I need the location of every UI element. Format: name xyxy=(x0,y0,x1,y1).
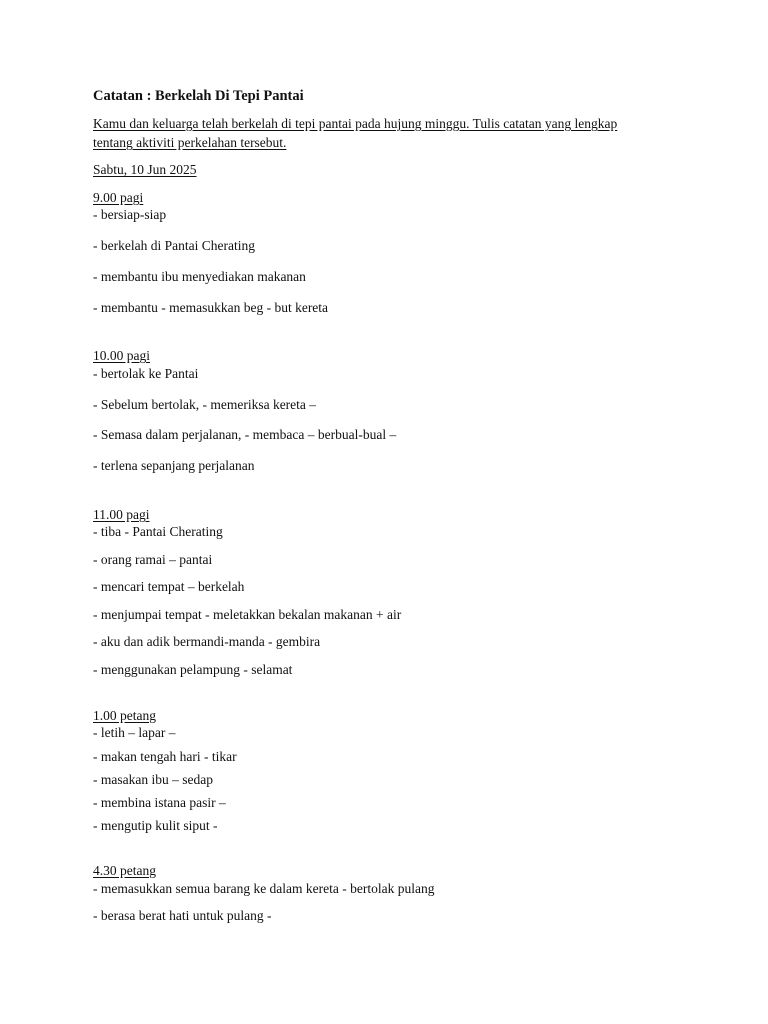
instruction-line-1: Kamu dan keluarga telah berkelah di tepi pantai pada hujung minggu. Tulis catatan yang lengkap xyxy=(93,116,618,131)
list-item: - makan tengah hari - tikar xyxy=(93,749,237,764)
time-heading: 9.00 pagi xyxy=(93,190,144,205)
list-item: - mengutip kulit siput - xyxy=(93,818,218,833)
list-item: - mencari tempat – berkelah xyxy=(93,579,245,594)
list-item: - bersiap-siap xyxy=(93,207,167,222)
instruction-line-2: tentang aktiviti perkelahan tersebut. xyxy=(93,135,287,150)
list-item: - tiba - Pantai Cherating xyxy=(93,524,223,539)
list-item: - menjumpai tempat - meletakkan bekalan makanan + air xyxy=(93,607,402,622)
document-title: Catatan : Berkelah Di Tepi Pantai xyxy=(93,88,304,104)
time-heading: 10.00 pagi xyxy=(93,348,150,363)
list-item: - membina istana pasir – xyxy=(93,795,226,810)
entry-date: Sabtu, 10 Jun 2025 xyxy=(93,162,197,177)
list-item: - aku dan adik bermandi-manda - gembira xyxy=(93,634,321,649)
list-item: - orang ramai – pantai xyxy=(93,552,213,567)
time-heading: 4.30 petang xyxy=(93,863,156,878)
list-item: - bertolak ke Pantai xyxy=(93,366,199,381)
list-item: - berasa berat hati untuk pulang - xyxy=(93,908,272,923)
list-item: - membantu - memasukkan beg - but kereta xyxy=(93,300,329,315)
time-heading: 1.00 petang xyxy=(93,708,156,723)
list-item: - Sebelum bertolak, - memeriksa kereta – xyxy=(93,397,317,412)
list-item: - terlena sepanjang perjalanan xyxy=(93,458,255,473)
time-heading: 11.00 pagi xyxy=(93,507,150,522)
list-item: - memasukkan semua barang ke dalam kereta - bertolak pulang xyxy=(93,881,435,896)
list-item: - Semasa dalam perjalanan, - membaca – berbual-bual – xyxy=(93,427,397,442)
list-item: - menggunakan pelampung - selamat xyxy=(93,662,293,677)
list-item: - letih – lapar – xyxy=(93,725,176,740)
list-item: - masakan ibu – sedap xyxy=(93,772,213,787)
list-item: - membantu ibu menyediakan makanan xyxy=(93,269,306,284)
list-item: - berkelah di Pantai Cherating xyxy=(93,238,255,253)
